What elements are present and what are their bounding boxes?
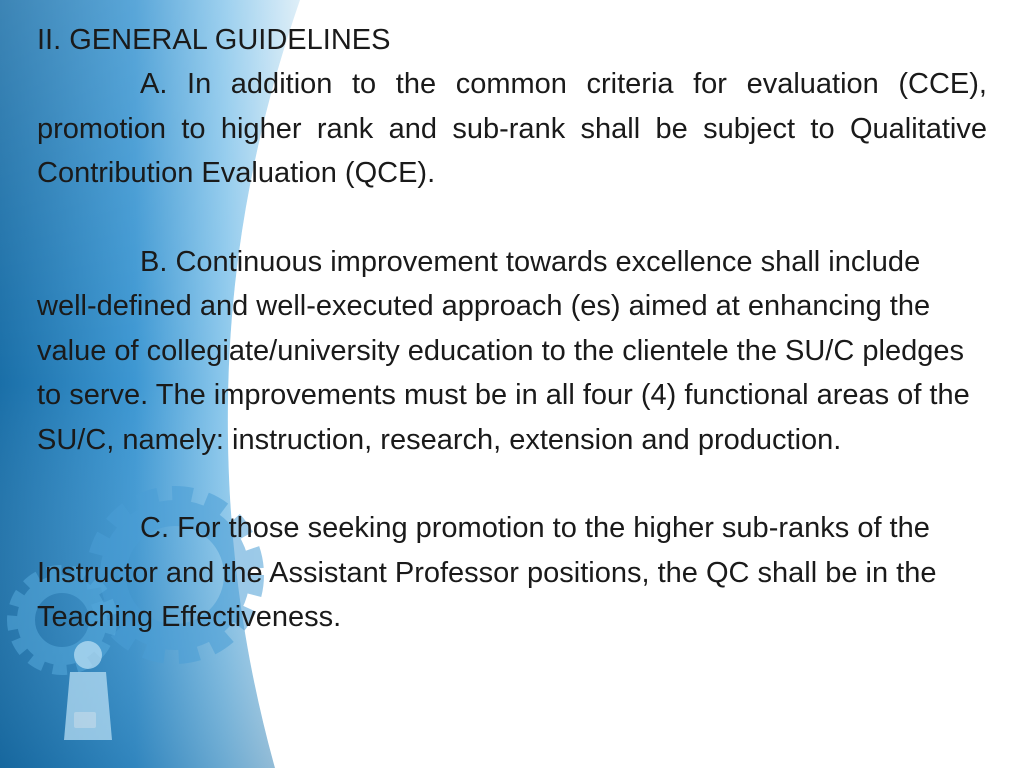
paragraph-c-text: For those seeking promotion to the higher sub-ranks of the Instructor and the Assistant Professor positions, the QC shall be in the Teaching Effectiveness. bbox=[37, 512, 937, 633]
paragraph-a-label: A. bbox=[140, 68, 168, 100]
paragraph-c bbox=[37, 506, 987, 640]
paragraph-b-text: Continuous improvement towards excellence shall include well-defined and well-executed approach (es) aimed at enhancing the value of collegiate/university education to the clientele the SU/C pledges to serve. The improvements must be in all four (4) functional areas of the SU/C, namely: instruction, research, extension and production. bbox=[37, 245, 970, 456]
slide-content bbox=[37, 18, 987, 640]
paragraph-b bbox=[37, 240, 987, 463]
paragraph-a bbox=[37, 62, 987, 196]
paragraph-b-label: B. bbox=[140, 245, 168, 278]
paragraph-a-text: In addition to the common criteria for evaluation (CCE), promotion to higher rank and sub-rank shall be subject to Qualitative Contribution Evaluation (QCE). bbox=[37, 68, 987, 189]
paragraph-c-label: C. bbox=[140, 512, 169, 544]
slide-heading: II. GENERAL GUIDELINES bbox=[37, 24, 391, 56]
